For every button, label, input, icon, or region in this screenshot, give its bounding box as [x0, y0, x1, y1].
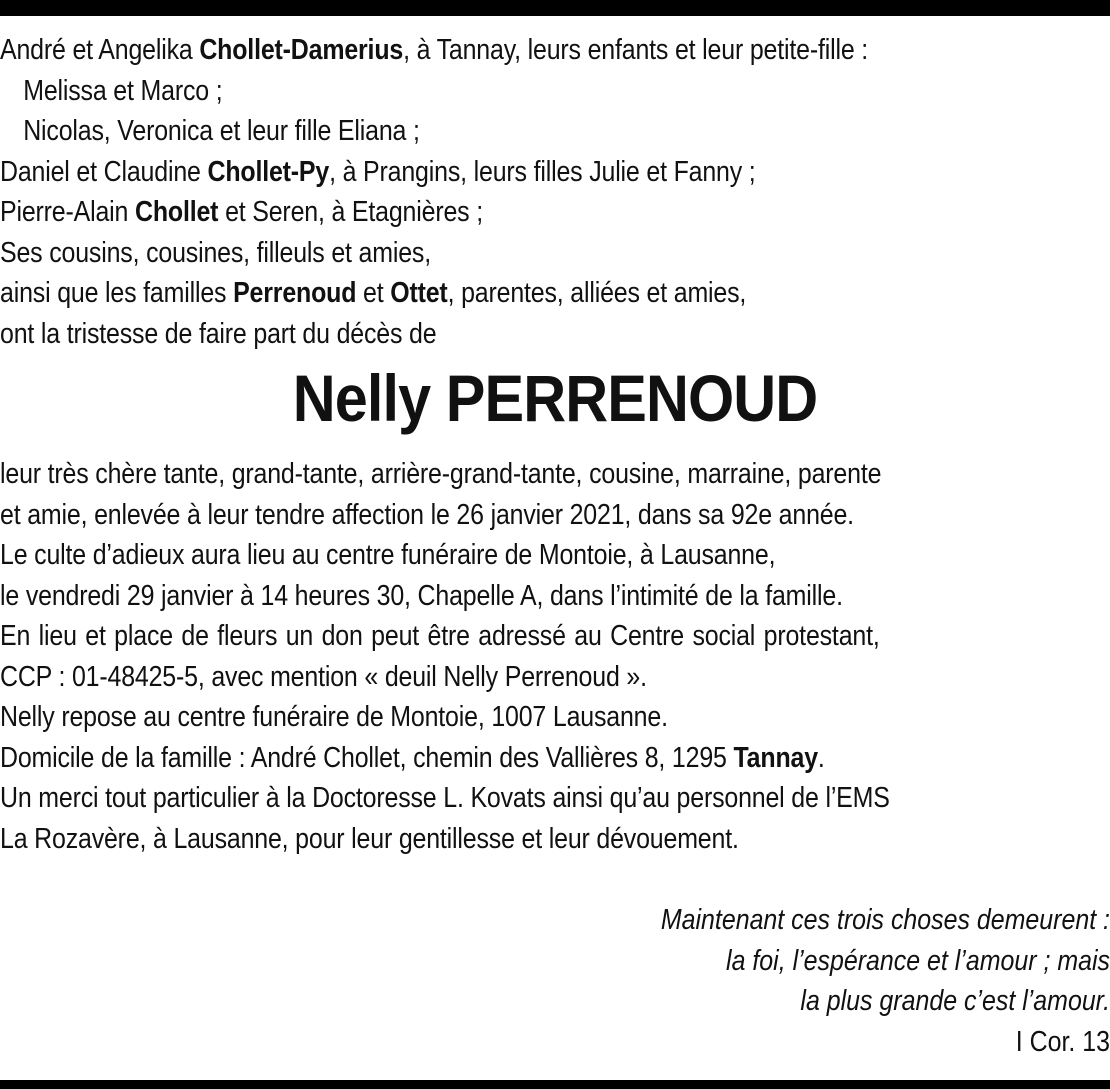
family-surname: Chollet-Py [207, 155, 330, 188]
body-line: le vendredi 29 janvier à 14 heures 30, Chapelle A, dans l’intimité de la famille. [0, 579, 843, 612]
body-line: La Rozavère, à Lausanne, pour leur gentillesse et leur dévouement. [0, 822, 739, 855]
family-line: Ses cousins, cousines, filleuls et amies, [0, 236, 431, 269]
text: et [356, 277, 391, 309]
body-line [0, 738, 955, 779]
family-line [0, 273, 955, 314]
body-line: et amie, enlevée à leur tendre affection le 26 janvier 2021, dans sa 92e année. [0, 498, 854, 531]
text: . [817, 741, 825, 774]
family-line: ont la tristesse de faire part du décès de [0, 317, 437, 350]
family-line [0, 192, 955, 233]
text: André et Angelika [0, 34, 200, 66]
text: , à Prangins, leurs filles Julie et Fanny ; [329, 155, 756, 188]
body-line: Le culte d’adieux aura lieu au centre funéraire de Montoie, à Lausanne, [0, 539, 776, 571]
text: , à Tannay, leurs enfants et leur petite-fille : [403, 34, 869, 66]
text: ainsi que les familles [0, 277, 234, 309]
family-surname: Chollet-Damerius [199, 34, 404, 66]
bottom-rule [0, 1080, 1110, 1089]
family-line: Nicolas, Veronica et leur fille Eliana ; [23, 115, 420, 147]
family-surname: Chollet [134, 196, 219, 228]
death-notice [0, 30, 1110, 859]
quote-line: Maintenant ces trois choses demeurent : [660, 904, 1110, 936]
quote-line: la foi, l’espérance et l’amour ; mais [726, 944, 1110, 977]
family-line [0, 152, 955, 193]
text: , parentes, alliées et amies, [447, 277, 747, 309]
body-line: CCP : 01-48425-5, avec mention « deuil Nelly Perrenoud ». [0, 660, 647, 693]
body-line: leur très chère tante, grand-tante, arrière-grand-tante, cousine, marraine, parente [0, 458, 882, 490]
quote-line: la plus grande c’est l’amour. [800, 985, 1110, 1017]
text: et Seren, à Etagnières ; [218, 196, 483, 228]
text: Domicile de la famille : André Chollet, chemin des Vallières 8, 1295 [0, 741, 734, 774]
body-line: Un merci tout particulier à la Doctoresse L. Kovats ainsi qu’au personnel de l’EMS [0, 782, 890, 814]
bible-quote [410, 900, 1110, 1062]
quote-reference: I Cor. 13 [1015, 1025, 1110, 1058]
family-line: Melissa et Marco ; [23, 74, 223, 107]
family-surname: Ottet [390, 277, 448, 309]
text: Daniel et Claudine [0, 155, 208, 188]
place-name: Tannay [733, 741, 818, 774]
family-line [0, 30, 955, 71]
family-surname: Perrenoud [233, 277, 357, 309]
deceased-name: Nelly PERRENOUD [292, 361, 818, 435]
text: Pierre-Alain [0, 196, 135, 228]
body-line: Nelly repose au centre funéraire de Montoie, 1007 Lausanne. [0, 701, 668, 733]
body-line: En lieu et place de fleurs un don peut être adressé au Centre social protestant, [0, 620, 880, 652]
top-rule [0, 0, 1110, 16]
